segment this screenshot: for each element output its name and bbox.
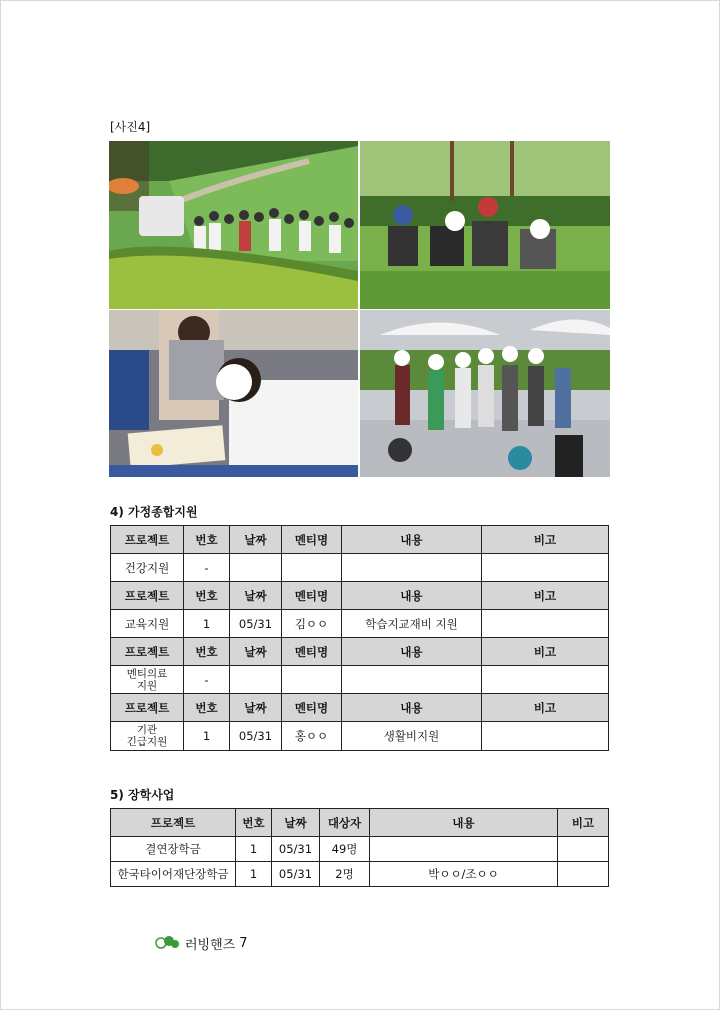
table-header-row	[111, 809, 609, 837]
table-row	[111, 837, 609, 862]
header-note: 비고	[558, 809, 609, 837]
header-mentee: 멘티명	[282, 694, 342, 722]
photo-golf-course-crowd	[109, 141, 358, 309]
header-mentee: 멘티명	[282, 582, 342, 610]
cell-note	[482, 610, 609, 638]
cell-note	[482, 554, 609, 582]
cell-recipient: 49명	[320, 837, 370, 862]
table-row	[111, 554, 609, 582]
header-project: 프로젝트	[111, 582, 184, 610]
cell-date	[230, 666, 282, 694]
cell-content	[342, 666, 482, 694]
cell-note	[482, 722, 609, 751]
photo-caption: [사진4]	[110, 120, 151, 134]
cell-number: -	[184, 554, 230, 582]
cell-recipient: 2명	[320, 862, 370, 887]
cell-content	[342, 554, 482, 582]
cell-content: 박ㅇㅇ/조ㅇㅇ	[370, 862, 558, 887]
cell-project: 교육지원	[111, 610, 184, 638]
cell-mentee: 홍ㅇㅇ	[282, 722, 342, 751]
header-note: 비고	[482, 526, 609, 554]
page-footer	[155, 934, 248, 953]
photo-group-under-umbrellas	[360, 310, 610, 477]
header-date: 날짜	[230, 582, 282, 610]
table-header-row	[111, 638, 609, 666]
cell-number: 1	[184, 610, 230, 638]
header-date: 날짜	[230, 638, 282, 666]
header-project: 프로젝트	[111, 638, 184, 666]
loving-hands-logo-icon	[155, 935, 181, 953]
cell-note	[482, 666, 609, 694]
header-number: 번호	[184, 694, 230, 722]
header-content: 내용	[342, 694, 482, 722]
header-date: 날짜	[230, 694, 282, 722]
header-number: 번호	[184, 526, 230, 554]
header-number: 번호	[184, 582, 230, 610]
header-number: 번호	[236, 809, 272, 837]
section4-title: 4) 가정종합지원	[110, 505, 198, 519]
table-row	[111, 722, 609, 751]
cell-number: 1	[184, 722, 230, 751]
header-project: 프로젝트	[111, 526, 184, 554]
header-note: 비고	[482, 638, 609, 666]
cell-project: 기관 긴급지원	[111, 722, 184, 751]
cell-content	[370, 837, 558, 862]
cell-note	[558, 837, 609, 862]
cell-mentee: 김ㅇㅇ	[282, 610, 342, 638]
cell-number: 1	[236, 837, 272, 862]
cell-project: 결연장학금	[111, 837, 236, 862]
photo-painting-activity	[109, 310, 358, 477]
cell-mentee	[282, 666, 342, 694]
header-note: 비고	[482, 582, 609, 610]
table-row	[111, 862, 609, 887]
cell-date	[230, 554, 282, 582]
brand-name: 러빙핸즈	[185, 938, 236, 953]
header-content: 내용	[342, 582, 482, 610]
header-date: 날짜	[230, 526, 282, 554]
table-header-row	[111, 582, 609, 610]
cell-number: -	[184, 666, 230, 694]
header-content: 내용	[370, 809, 558, 837]
header-mentee: 멘티명	[282, 526, 342, 554]
header-note: 비고	[482, 694, 609, 722]
cell-date: 05/31	[272, 862, 320, 887]
table-header-row	[111, 526, 609, 554]
cell-note	[558, 862, 609, 887]
cell-mentee	[282, 554, 342, 582]
cell-date: 05/31	[230, 610, 282, 638]
section5-title: 5) 장학사업	[110, 788, 175, 802]
header-mentee: 멘티명	[282, 638, 342, 666]
cell-date: 05/31	[230, 722, 282, 751]
header-project: 프로젝트	[111, 694, 184, 722]
header-content: 내용	[342, 638, 482, 666]
header-number: 번호	[184, 638, 230, 666]
cell-content: 학습지교재비 지원	[342, 610, 482, 638]
table-row	[111, 610, 609, 638]
cell-project: 한국타이어재단장학금	[111, 862, 236, 887]
header-recipient: 대상자	[320, 809, 370, 837]
header-content: 내용	[342, 526, 482, 554]
cell-content: 생활비지원	[342, 722, 482, 751]
cell-project: 멘티의료 지원	[111, 666, 184, 694]
cell-project: 건강지원	[111, 554, 184, 582]
scholarship-table	[110, 808, 609, 887]
family-support-table	[110, 525, 609, 751]
page-number: 7	[239, 936, 248, 951]
photo-group-sitting-grass	[360, 141, 610, 309]
cell-date: 05/31	[272, 837, 320, 862]
header-project: 프로젝트	[111, 809, 236, 837]
cell-number: 1	[236, 862, 272, 887]
header-date: 날짜	[272, 809, 320, 837]
table-row	[111, 666, 609, 694]
table-header-row	[111, 694, 609, 722]
